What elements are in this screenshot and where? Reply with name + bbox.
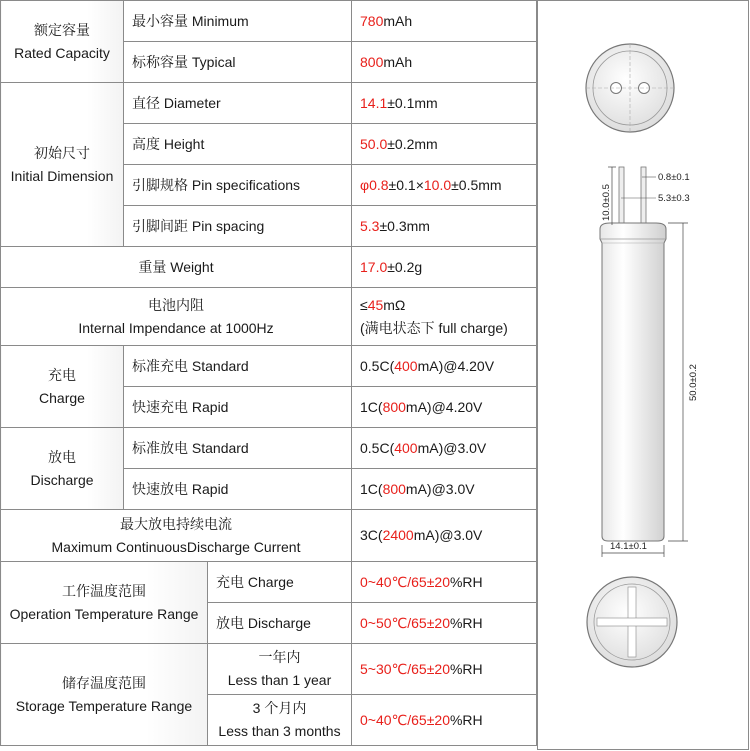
dimension-drawing-panel xyxy=(537,0,749,750)
op-temp-discharge-name: 放电 Discharge xyxy=(208,603,352,644)
charge-standard-value xyxy=(352,346,537,387)
capacity-min-unit: mAh xyxy=(383,12,413,29)
impedance-label-zh: 电池内阻 xyxy=(148,296,204,313)
charge-rapid-value xyxy=(352,387,537,428)
impedance-note: (满电状态下 full charge) xyxy=(360,319,508,336)
storage-year-value xyxy=(352,644,537,695)
diameter-unit: ±0.1mm xyxy=(387,94,438,111)
bottom-view-disc xyxy=(587,577,677,667)
capacity-group-label xyxy=(1,1,124,83)
charge-rapid-num: 800 xyxy=(382,398,406,415)
discharge-rapid-value xyxy=(352,469,537,510)
row-discharge-standard xyxy=(1,428,537,469)
discharge-standard-post: mA)@3.0V xyxy=(417,439,487,456)
storage-year-zh: 一年内 xyxy=(258,649,301,665)
max-discharge-num: 2400 xyxy=(382,527,414,543)
capacity-typ-name: 标称容量 Typical xyxy=(124,42,352,83)
storage-months-zh: 3 个月内 xyxy=(252,700,307,716)
discharge-standard-value xyxy=(352,428,537,469)
max-discharge-label-zh: 最大放电持续电流 xyxy=(120,515,232,532)
storage-months-en: Less than 3 months xyxy=(218,723,341,739)
charge-rapid-pre: 1C( xyxy=(360,398,383,415)
battery-pins xyxy=(619,167,656,225)
dimension-group-label xyxy=(1,83,124,247)
impedance-value xyxy=(352,288,537,346)
drawing-diameter: 14.1±0.1 xyxy=(610,541,647,552)
discharge-rapid-num: 800 xyxy=(382,480,406,497)
charge-standard-pre: 0.5C( xyxy=(360,357,395,374)
capacity-typ-num: 800 xyxy=(360,53,384,70)
charge-rapid-name: 快速充电 Rapid xyxy=(124,387,352,428)
battery-body xyxy=(600,223,666,541)
impedance-pre: ≤ xyxy=(360,296,368,313)
drawing-pin-dia: 0.8±0.1 xyxy=(658,172,690,183)
height-value xyxy=(352,124,537,165)
height-unit: ±0.2mm xyxy=(387,135,438,152)
op-temp-discharge-unit: %RH xyxy=(449,614,483,631)
storage-months-unit: %RH xyxy=(449,711,483,728)
storage-year-unit: %RH xyxy=(449,660,483,677)
charge-label-zh: 充电 xyxy=(48,366,76,383)
charge-rapid-post: mA)@4.20V xyxy=(405,398,483,415)
weight-value xyxy=(352,247,537,288)
pin-spacing-name: 引脚间距 Pin spacing xyxy=(124,206,352,247)
row-op-temp-charge xyxy=(1,562,537,603)
pin-spec-dia: φ0.8 xyxy=(360,176,389,193)
top-view-disc xyxy=(586,44,674,132)
diameter-num: 14.1 xyxy=(360,94,388,111)
impedance-num: 45 xyxy=(367,296,384,313)
weight-unit: ±0.2g xyxy=(387,258,423,275)
op-temp-discharge-value xyxy=(352,603,537,644)
height-num: 50.0 xyxy=(360,135,388,152)
height-name: 高度 Height xyxy=(124,124,352,165)
discharge-standard-pre: 0.5C( xyxy=(360,439,395,456)
capacity-label-en: Rated Capacity xyxy=(14,44,110,61)
max-discharge-pre: 3C( xyxy=(360,527,383,543)
row-weight xyxy=(1,247,537,288)
discharge-rapid-name: 快速放电 Rapid xyxy=(124,469,352,510)
dimension-label-zh: 初始尺寸 xyxy=(34,144,90,161)
op-temp-discharge-num: 0~50℃/65±20 xyxy=(360,614,450,631)
charge-standard-post: mA)@4.20V xyxy=(417,357,495,374)
max-discharge-label-en: Maximum ContinuousDischarge Current xyxy=(51,538,301,555)
discharge-standard-name: 标准放电 Standard xyxy=(124,428,352,469)
pin-spacing-unit: ±0.3mm xyxy=(379,217,430,234)
capacity-min-num: 780 xyxy=(360,12,384,29)
row-capacity-min xyxy=(1,1,537,42)
storage-year-num: 5~30℃/65±20 xyxy=(360,660,450,677)
pin-spacing-value xyxy=(352,206,537,247)
drawing-height: 50.0±0.2 xyxy=(688,364,699,401)
discharge-standard-num: 400 xyxy=(394,439,418,456)
charge-group-label xyxy=(1,346,124,428)
pin-spec-value xyxy=(352,165,537,206)
charge-standard-num: 400 xyxy=(394,357,418,374)
capacity-typ-value xyxy=(352,42,537,83)
max-discharge-post: mA)@3.0V xyxy=(413,527,483,543)
impedance-unit: mΩ xyxy=(383,296,406,313)
capacity-typ-unit: mAh xyxy=(383,53,413,70)
weight-name: 重量 Weight xyxy=(1,247,352,288)
row-charge-standard xyxy=(1,346,537,387)
capacity-min-value xyxy=(352,1,537,42)
charge-standard-name: 标准充电 Standard xyxy=(124,346,352,387)
capacity-label-zh: 额定容量 xyxy=(34,21,90,38)
storage-year-name xyxy=(208,644,352,695)
pin-spec-name: 引脚规格 Pin specifications xyxy=(124,165,352,206)
storage-temp-label-en: Storage Temperature Range xyxy=(15,697,193,714)
diameter-name: 直径 Diameter xyxy=(124,83,352,124)
battery-drawing xyxy=(538,1,750,751)
op-temp-group-label xyxy=(1,562,208,644)
storage-temp-label-zh: 储存温度范围 xyxy=(62,674,146,691)
storage-months-name xyxy=(208,695,352,746)
impedance-label xyxy=(1,288,352,346)
diameter-value xyxy=(352,83,537,124)
discharge-group-label xyxy=(1,428,124,510)
pin-spec-tol: ±0.1× xyxy=(388,176,424,193)
capacity-min-name: 最小容量 Minimum xyxy=(124,1,352,42)
op-temp-charge-value xyxy=(352,562,537,603)
op-temp-label-zh: 工作温度范围 xyxy=(62,582,146,599)
max-discharge-label xyxy=(1,510,352,562)
discharge-rapid-post: mA)@3.0V xyxy=(405,480,475,497)
op-temp-charge-name: 充电 Charge xyxy=(208,562,352,603)
op-temp-label-en: Operation Temperature Range xyxy=(9,605,199,622)
discharge-rapid-pre: 1C( xyxy=(360,480,383,497)
max-discharge-value xyxy=(352,510,537,562)
storage-months-num: 0~40℃/65±20 xyxy=(360,711,450,728)
op-temp-charge-num: 0~40℃/65±20 xyxy=(360,573,450,590)
storage-temp-group-label xyxy=(1,644,208,746)
impedance-label-en: Internal Impendance at 1000Hz xyxy=(78,319,274,336)
discharge-label-zh: 放电 xyxy=(48,448,76,465)
pin-spec-length: 10.0 xyxy=(423,176,452,193)
row-diameter xyxy=(1,83,537,124)
drawing-pin-spacing: 5.3±0.3 xyxy=(658,193,690,204)
charge-label-en: Charge xyxy=(39,389,85,406)
discharge-label-en: Discharge xyxy=(30,471,94,488)
row-max-discharge xyxy=(1,510,537,562)
pin-spacing-num: 5.3 xyxy=(360,217,380,234)
row-impedance xyxy=(1,288,537,346)
storage-months-value xyxy=(352,695,537,746)
row-storage-year xyxy=(1,644,537,695)
pin-spec-length-tol: ±0.5mm xyxy=(451,176,502,193)
dimension-label-en: Initial Dimension xyxy=(10,167,114,184)
op-temp-charge-unit: %RH xyxy=(449,573,483,590)
impedance-main xyxy=(360,294,530,317)
drawing-pin-length: 10.0±0.5 xyxy=(601,184,612,221)
weight-num: 17.0 xyxy=(360,258,388,275)
storage-year-en: Less than 1 year xyxy=(227,672,332,688)
